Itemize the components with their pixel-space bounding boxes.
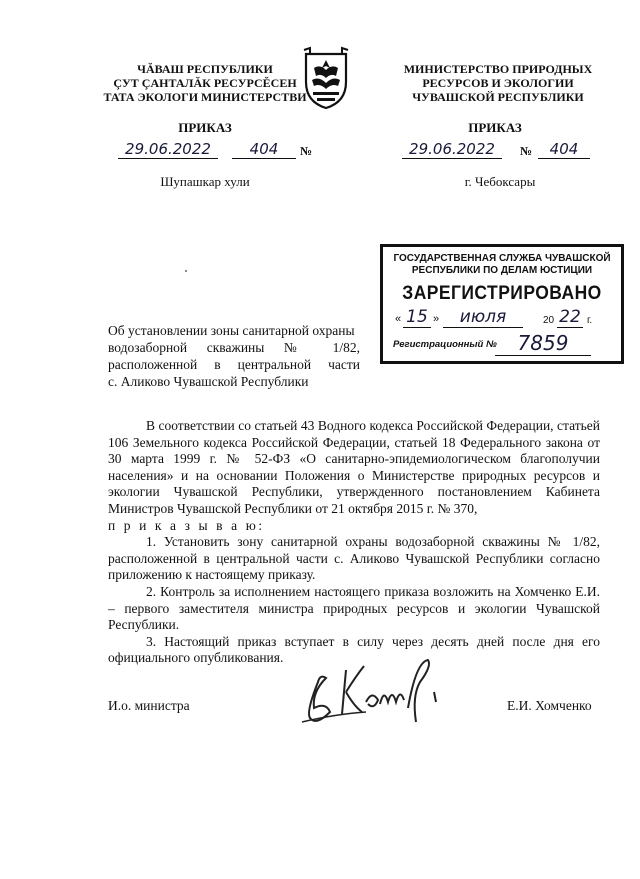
stamp-year-prefix: 20 bbox=[543, 315, 555, 326]
signature-position: И.о. министра bbox=[108, 698, 190, 713]
right-header-line: РЕСУРСОВ И ЭКОЛОГИИ bbox=[422, 76, 574, 90]
right-header-line: МИНИСТЕРСТВО ПРИРОДНЫХ bbox=[403, 62, 593, 76]
left-order-date-line bbox=[118, 140, 318, 160]
stamp-date-line: « 15 » июля 20 22 г. bbox=[395, 307, 593, 327]
left-number-sign: № bbox=[300, 144, 313, 158]
left-order-label: ПРИКАЗ bbox=[178, 120, 232, 135]
body-item: 1. Установить зону санитарной охраны водозаборной скважины № 1/82, расположенной в центральной части с. Аликово Чувашской Республики согласно приложению к настоящему приказу. bbox=[108, 534, 600, 583]
registration-stamp bbox=[380, 244, 624, 364]
left-order-number: 404 bbox=[232, 140, 296, 159]
stamp-org-line: РЕСПУБЛИКИ ПО ДЕЛАМ ЮСТИЦИИ bbox=[411, 265, 593, 276]
right-order-date-line bbox=[402, 140, 602, 160]
right-header bbox=[392, 62, 604, 104]
stamp-org-line: ГОСУДАРСТВЕННАЯ СЛУЖБА ЧУВАШСКОЙ bbox=[393, 253, 611, 264]
stamp-reg-number: 7859 bbox=[495, 331, 591, 356]
body-preamble: В соответствии со статьей 43 Водного кодекса Российской Федерации, статьей 106 Земельного кодекса Российской Федерации, статьей 18 Федерального закона от 30 марта 1999 г. № 52-ФЗ «О санитарно-эпидемиологическом благополучии населения» и на основании Положения о Министерстве природных ресурсов и экологии Чувашской Республики, утвержденного постановлением Кабинета Министров Чувашской Республики от 21 октября 2015 г. № 370, bbox=[108, 418, 600, 516]
order-title-line: с. Аликово Чувашской Республики bbox=[108, 374, 309, 389]
left-header-line: ТАТА ЭКОЛОГИ МИНИСТЕРСТВИ bbox=[103, 90, 307, 104]
left-order-date: 29.06.2022 bbox=[118, 140, 218, 159]
body-order-word: п р и к а з ы в а ю: bbox=[108, 517, 265, 533]
signature-name: Е.И. Хомченко bbox=[507, 698, 592, 713]
stamp-year-unit: г. bbox=[587, 315, 593, 326]
left-header-line: ЧĂВАШ РЕСПУБЛИКИ bbox=[137, 62, 273, 76]
left-header-line: ÇУТ ÇАНТАЛĂК РЕСУРСĔСЕН bbox=[113, 76, 297, 90]
order-title-line: Об установлении зоны санитарной охраны bbox=[108, 323, 355, 338]
emblem-icon bbox=[300, 46, 352, 112]
handwritten-signature bbox=[296, 652, 446, 736]
left-city: Шупашкар хули bbox=[160, 174, 250, 189]
right-header-line: ЧУВАШСКОЙ РЕСПУБЛИКИ bbox=[412, 90, 584, 104]
right-order-label: ПРИКАЗ bbox=[468, 120, 522, 135]
right-order-date: 29.06.2022 bbox=[402, 140, 502, 159]
left-header bbox=[100, 62, 310, 104]
stamp-day: 15 bbox=[403, 307, 431, 328]
right-number-sign: № bbox=[520, 144, 533, 158]
order-title-line: водозаборной скважины № 1/82, bbox=[108, 340, 360, 355]
stamp-reg-line bbox=[391, 333, 613, 353]
order-body bbox=[108, 418, 600, 667]
body-item: 2. Контроль за исполнением настоящего приказа возложить на Хомченко Е.И. – первого заместителя министра природных ресурсов и экологии Чувашской Республики. bbox=[108, 583, 600, 633]
speck bbox=[185, 270, 187, 272]
order-title-line: расположенной в центральной части bbox=[108, 357, 360, 372]
stamp-reg-label: Регистрационный № bbox=[393, 339, 497, 350]
right-order-number: 404 bbox=[538, 140, 590, 159]
stamp-year-suffix: 22 bbox=[557, 307, 583, 328]
right-city: г. Чебоксары bbox=[464, 174, 536, 189]
stamp-registered: ЗАРЕГИСТРИРОВАНО bbox=[402, 283, 602, 304]
stamp-month: июля bbox=[443, 307, 523, 328]
order-title bbox=[108, 322, 360, 390]
body-item: 3. Настоящий приказ вступает в силу через десять дней после дня его официального опубликования. bbox=[108, 633, 600, 666]
